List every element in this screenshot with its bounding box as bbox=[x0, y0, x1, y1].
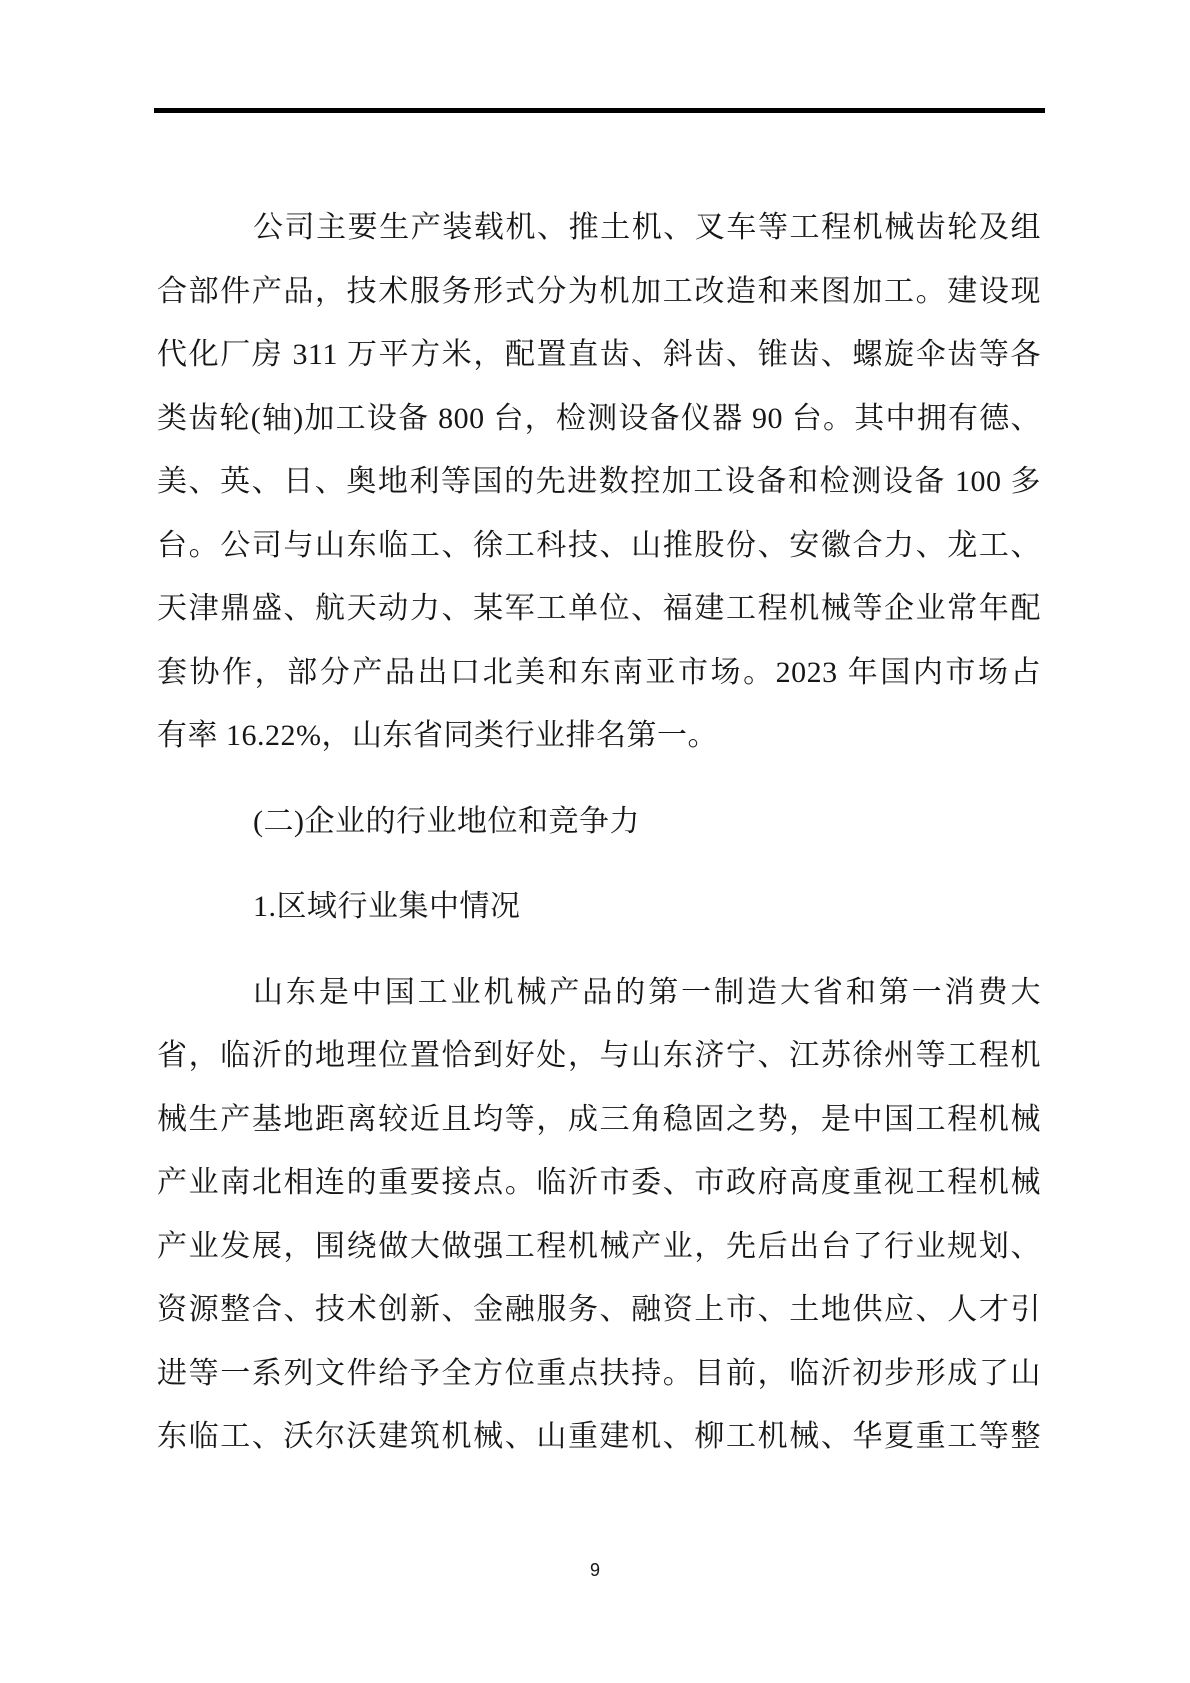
section-heading: (二)企业的行业地位和竞争力 bbox=[253, 804, 640, 838]
body-line: 台。公司与山东临工、徐工科技、山推股份、安徽合力、龙工、 bbox=[157, 528, 1041, 562]
page-number: 9 bbox=[589, 1560, 600, 1580]
subsection-heading: 1.区域行业集中情况 bbox=[253, 890, 521, 923]
body-line: 套协作，部分产品出口北美和东南亚市场。2023 年国内市场占 bbox=[157, 655, 1041, 689]
paragraph-regional-industry bbox=[157, 961, 1041, 1469]
body-line: 进等一系列文件给予全方位重点扶持。目前，临沂初步形成了山 bbox=[157, 1356, 1041, 1390]
body-line: 有率 16.22%，山东省同类行业排名第一。 bbox=[157, 719, 718, 752]
body-line: 天津鼎盛、航天动力、某军工单位、福建工程机械等企业常年配 bbox=[157, 592, 1041, 625]
body-line: 合部件产品，技术服务形式分为机加工改造和来图加工。建设现 bbox=[157, 274, 1041, 308]
document-body bbox=[157, 196, 1041, 1469]
body-line: 资源整合、技术创新、金融服务、融资上市、土地供应、人才引 bbox=[157, 1293, 1041, 1326]
body-line: 械生产基地距离较近且均等，成三角稳固之势，是中国工程机械 bbox=[157, 1102, 1041, 1136]
body-line: 产业发展，围绕做大做强工程机械产业，先后出台了行业规划、 bbox=[157, 1229, 1041, 1263]
body-line: 产业南北相连的重要接点。临沂市委、市政府高度重视工程机械 bbox=[157, 1166, 1041, 1199]
body-line: 美、英、日、奥地利等国的先进数控加工设备和检测设备 100 多 bbox=[157, 465, 1041, 498]
paragraph-company-overview bbox=[157, 196, 1041, 768]
body-line: 省，临沂的地理位置恰到好处，与山东济宁、江苏徐州等工程机 bbox=[157, 1039, 1041, 1072]
body-line: 东临工、沃尔沃建筑机械、山重建机、柳工机械、华夏重工等整 bbox=[157, 1420, 1041, 1453]
body-line: 山东是中国工业机械产品的第一制造大省和第一消费大 bbox=[253, 975, 1041, 1009]
body-line: 类齿轮(轴)加工设备 800 台，检测设备仪器 90 台。其中拥有德、 bbox=[157, 401, 1041, 435]
header-rule bbox=[154, 108, 1045, 113]
body-line: 代化厂房 311 万平方米，配置直齿、斜齿、锥齿、螺旋伞齿等各 bbox=[157, 338, 1041, 371]
body-line: 公司主要生产装载机、推土机、叉车等工程机械齿轮及组 bbox=[253, 211, 1041, 244]
